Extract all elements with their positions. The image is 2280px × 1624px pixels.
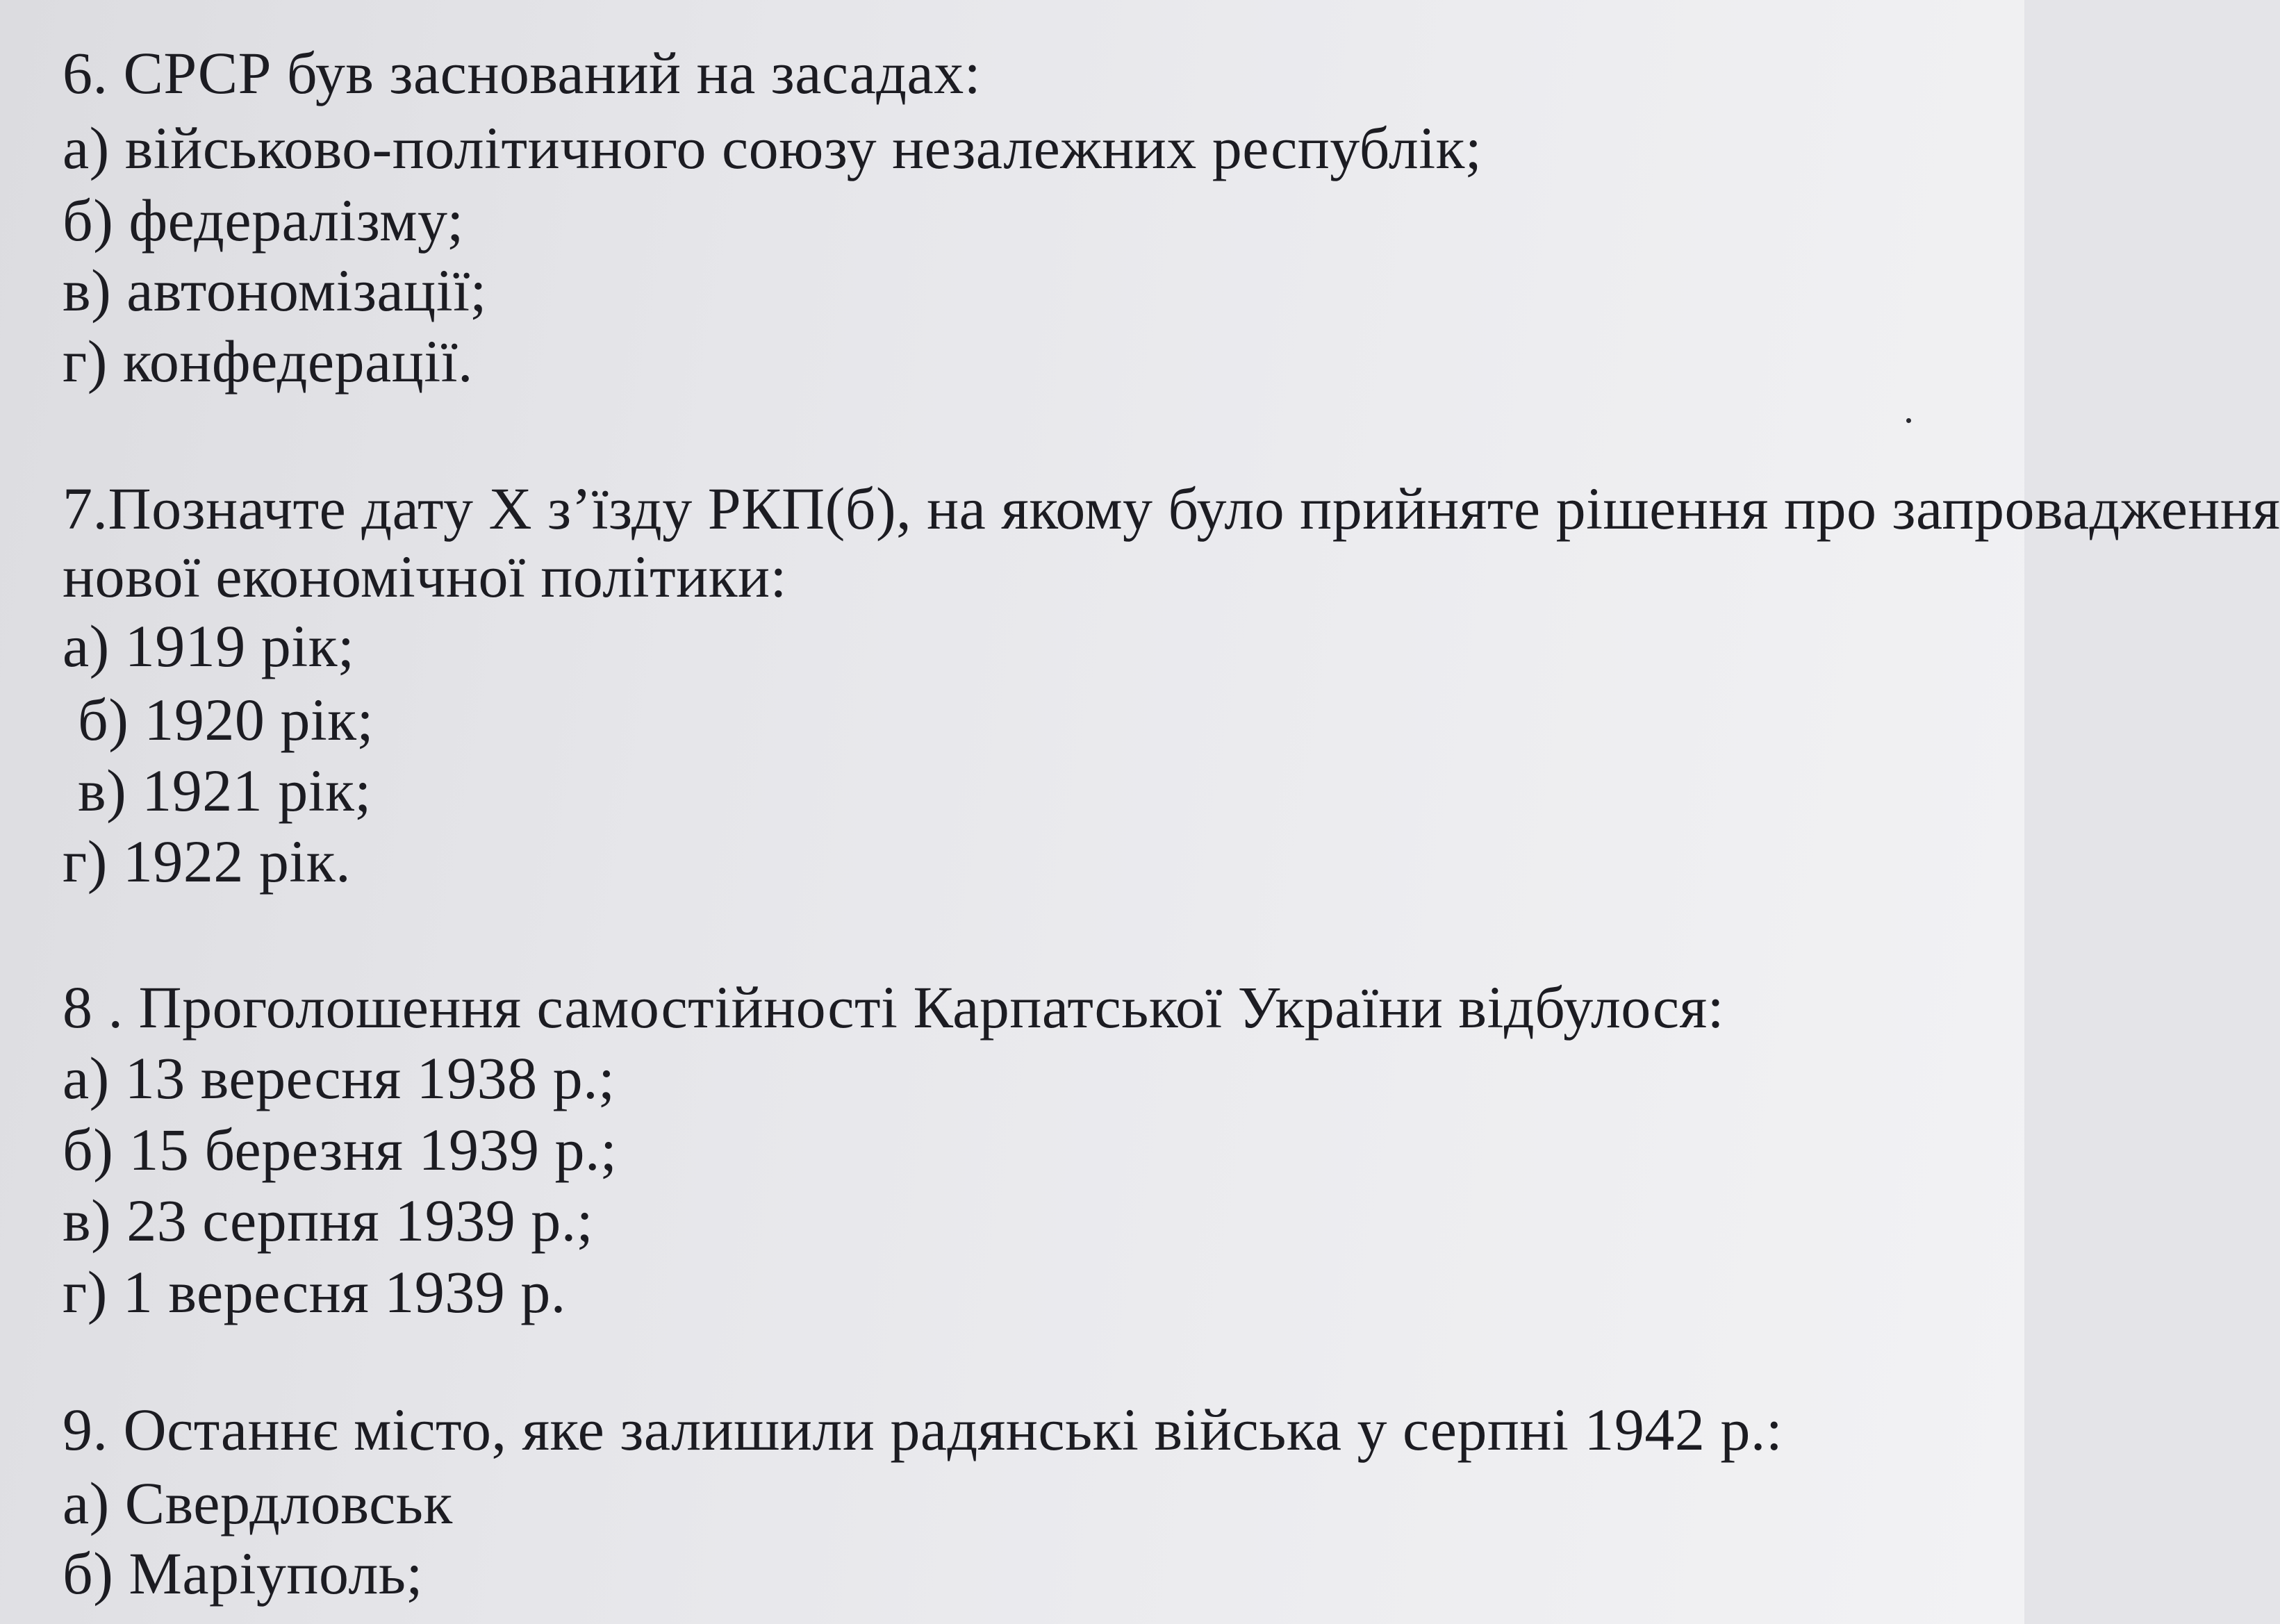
question-7-option-b: б) 1920 рік; xyxy=(78,686,374,753)
question-7-option-a: а) 1919 рік; xyxy=(63,613,355,679)
question-6-option-a: а) військово-політичного союзу незалежних республік; xyxy=(63,115,1482,181)
question-8-text: 8 . Проголошення самостійності Карпатської України відбулося: xyxy=(63,974,1725,1041)
question-6-option-g: г) конфедерації. xyxy=(63,328,474,395)
question-6-option-v: в) автономізації; xyxy=(63,257,487,324)
question-8-option-b: б) 15 березня 1939 р.; xyxy=(63,1116,618,1183)
question-9-option-b: б) Маріуполь; xyxy=(63,1540,423,1607)
question-6-text: 6. СРСР був заснований на засадах: xyxy=(63,40,982,106)
question-7-text-line-2: нової економічної політики: xyxy=(63,543,787,610)
question-8-option-a: а) 13 вересня 1938 р.; xyxy=(63,1045,616,1111)
question-8-option-v: в) 23 серпня 1939 р.; xyxy=(63,1187,594,1254)
question-6-option-b: б) федералізму; xyxy=(63,187,464,254)
question-7-option-g: г) 1922 рік. xyxy=(63,828,352,895)
question-7-text-line-1: 7.Позначте дату Х з’їзду РКП(б), на якому було прийняте рішення про запровадження xyxy=(63,475,2280,542)
question-9-text: 9. Останнє місто, яке залишили радянські війська у серпні 1942 р.: xyxy=(63,1396,1783,1463)
question-8-option-g: г) 1 вересня 1939 р. xyxy=(63,1259,566,1325)
question-7-option-v: в) 1921 рік; xyxy=(78,757,372,824)
ink-speck xyxy=(1906,418,1911,423)
question-9-option-a: а) Свердловськ xyxy=(63,1470,453,1536)
